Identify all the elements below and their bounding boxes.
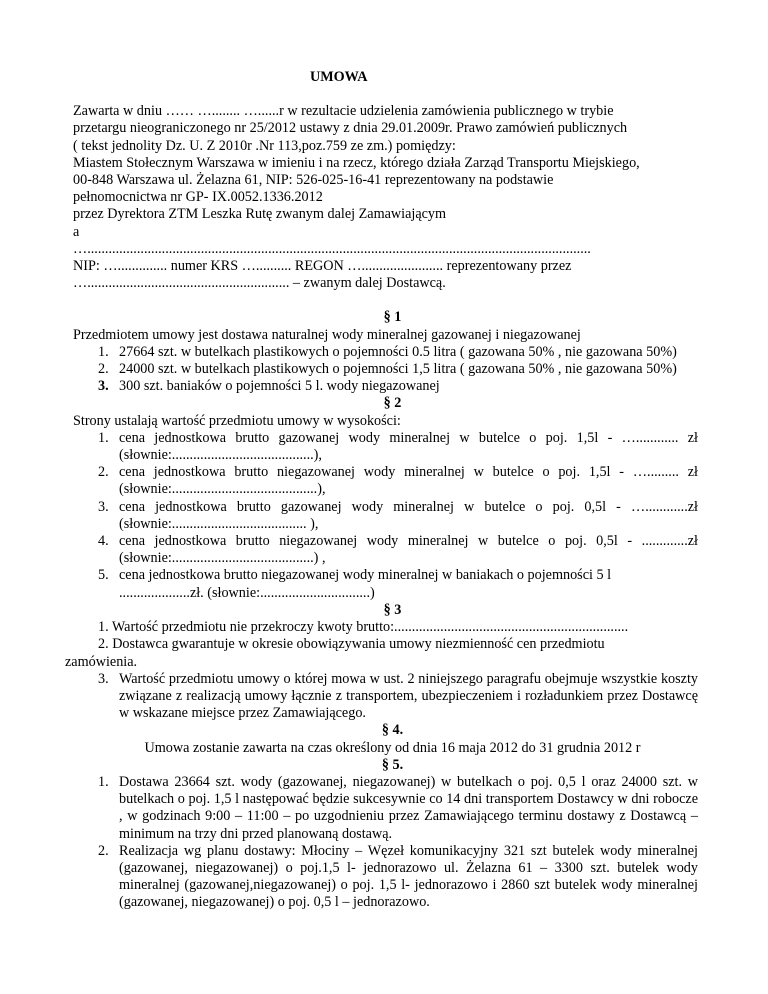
intro-block xyxy=(73,103,698,292)
list-item: 2. 24000 szt. w butelkach plastikowych o pojemności 1,5 litra ( gazowana 50% , nie gazowana 50%) xyxy=(98,361,677,378)
section-heading: § 5. xyxy=(381,756,404,773)
intro-line: ….............................................................................................................................................. xyxy=(73,240,591,257)
intro-line: Zawarta w dniu …… …........ …......r w rezultacie udzielenia zamówienia publicznego w trybie xyxy=(73,103,614,120)
list-item: 3. Wartość przedmiotu umowy o której mowa w ust. 2 niniejszego paragrafu obejmuje wszystkie koszty związane z realizacją umowy łącznie z transportem, ubezpieczeniem i rozładunkiem przez Dostawcę w wskazane miejsce przez Zamawiającego. xyxy=(98,670,698,722)
intro-line: przetargu nieograniczonego nr 25/2012 ustawy z dnia 29.01.2009r. Prawo zamówień publicznych xyxy=(73,120,628,137)
section-heading: § 1 xyxy=(383,309,402,326)
section-text: Strony ustalają wartość przedmiotu umowy w wysokości: xyxy=(73,412,401,429)
document-title: UMOWA xyxy=(310,69,368,85)
intro-line: NIP: ….............. numer KRS ….......... REGON …....................... reprezentowany przez xyxy=(73,258,572,275)
section-text: Umowa zostanie zawarta na czas określony od dnia 16 maja 2012 do 31 grudnia 2012 r xyxy=(144,739,641,756)
section-list xyxy=(73,671,698,723)
section-line: zamówienia. xyxy=(65,653,138,670)
section-3 xyxy=(65,601,698,722)
section-list xyxy=(73,430,698,602)
list-item: 5. cena jednostkowa brutto niegazowanej wody mineralnej w baniakach o pojemności 5 l ....................zł. (słownie:...............................) xyxy=(98,567,612,601)
contract-document xyxy=(65,55,698,912)
intro-line: …......................................................... – zwanym dalej Dostawcą. xyxy=(73,275,446,292)
intro-line: przez Dyrektora ZTM Leszka Rutę zwanym dalej Zamawiającym xyxy=(73,206,447,223)
intro-line: pełnomocnictwa nr GP- IX.0052.1336.2012 xyxy=(73,189,323,206)
section-4 xyxy=(73,722,698,756)
section-line: 1. Wartość przedmiotu nie przekroczy kwoty brutto:.................................................................. xyxy=(98,619,629,636)
section-2 xyxy=(73,395,698,601)
section-list xyxy=(73,774,698,912)
list-item: 1. Dostawa 23664 szt. wody (gazowanej, niegazowanej) w butelkach o poj. 0,5 l oraz 24000 szt. w butelkach o poj. 1,5 l następować będzie sukcesywnie co 14 dni transportem Dostawcy w dni robocze , w godzinach 9:00 – 11:00 – po uzgodnieniu przez Zamawiającego terminu dostawy z Dostawcą – minimum na trzy dni przed planowaną dostawą. xyxy=(98,773,698,842)
section-list xyxy=(73,344,698,396)
intro-line: Miastem Stołecznym Warszawa w imieniu i na rzecz, którego działa Zarząd Transportu Miejskiego, xyxy=(73,154,640,171)
list-item: 3. cena jednostkowa brutto gazowanej wody mineralnej w butelce o poj. 0,5l - …............zł (słownie:...................................... ), xyxy=(98,498,698,532)
intro-line: a xyxy=(73,223,80,240)
list-item: 2. Realizacja wg planu dostawy: Młociny – Węzeł komunikacyjny 321 szt butelek wody mineralnej (gazowanej, niegazowanej) o poj.1,5 l- jednorazowo ul. Żelazna 61 – 3300 szt. butelek wody mineralnej (gazowanej,niegazowanej) o poj. 1,5 l- jednorazowo i 2860 szt butelek wody mineralnej (gazowanej, niegazowanej) o poj. 0,5 l – jednorazowo. xyxy=(98,842,698,911)
section-5 xyxy=(73,757,698,912)
section-heading: § 4. xyxy=(381,722,404,739)
list-item: 1. cena jednostkowa brutto gazowanej wody mineralnej w butelce o poj. 1,5l - …............ zł (słownie:........................................), xyxy=(98,429,698,464)
intro-line: 00-848 Warszawa ul. Żelazna 61, NIP: 526-025-16-41 reprezentowany na podstawie xyxy=(73,172,554,189)
intro-line: ( tekst jednolity Dz. U. Z 2010r .Nr 113,poz.759 ze zm.) pomiędzy: xyxy=(73,137,456,154)
section-1 xyxy=(73,309,698,395)
section-line: 2. Dostawca gwarantuje w okresie obowiązywania umowy niezmienność cen przedmiotu xyxy=(98,636,605,653)
list-item: 4. cena jednostkowa brutto niegazowanej wody mineralnej w butelce o poj. 0,5l - .............zł (słownie:........................................) , xyxy=(98,533,698,567)
section-heading: § 2 xyxy=(383,395,402,412)
list-item: 2. cena jednostkowa brutto niegazowanej wody mineralnej w butelce o poj. 1,5l - …......... zł (słownie:.........................................), xyxy=(98,464,698,498)
list-item: 3. 300 szt. baniaków o pojemności 5 l. wody niegazowanej xyxy=(98,378,440,395)
section-text: Przedmiotem umowy jest dostawa naturalnej wody mineralnej gazowanej i niegazowanej xyxy=(73,326,581,343)
list-item: 1. 27664 szt. w butelkach plastikowych o pojemności 0.5 litra ( gazowana 50% , nie gazowana 50%) xyxy=(98,343,677,360)
section-heading: § 3 xyxy=(383,601,402,618)
